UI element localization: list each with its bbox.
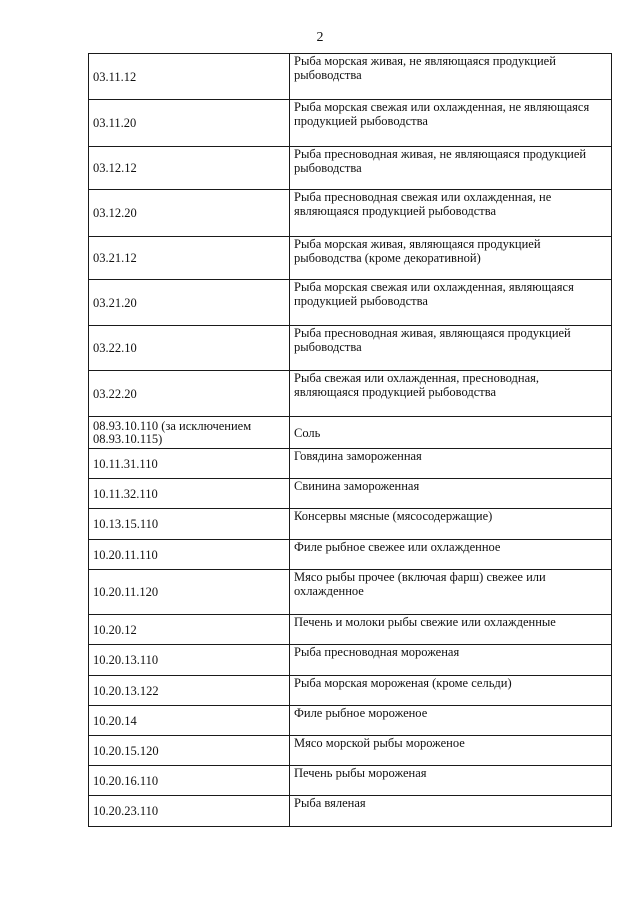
description-cell: Мясо морской рыбы мороженое [290,736,612,766]
code-cell: 03.22.20 [89,371,290,417]
code-cell: 03.11.12 [89,54,290,100]
table-row [89,540,612,570]
code-cell: 10.20.11.120 [89,570,290,615]
table-row [89,54,612,100]
table-row [89,766,612,796]
code-cell: 03.11.20 [89,100,290,147]
code-cell: 10.20.15.120 [89,736,290,766]
code-cell: 08.93.10.110 (за исключением 08.93.10.115) [89,417,290,449]
table-row [89,147,612,190]
table-row [89,449,612,479]
description-cell: Рыба пресноводная живая, не являющаяся продукцией рыбоводства [290,147,612,190]
code-cell: 03.12.20 [89,190,290,237]
code-cell: 10.20.23.110 [89,796,290,827]
code-cell: 10.11.32.110 [89,479,290,509]
description-cell: Рыба морская свежая или охлажденная, не являющаяся продукцией рыбоводства [290,100,612,147]
table-row [89,326,612,371]
table-row [89,676,612,706]
code-cell: 10.20.13.122 [89,676,290,706]
code-cell: 10.20.12 [89,615,290,645]
description-cell: Мясо рыбы прочее (включая фарш) свежее или охлажденное [290,570,612,615]
description-cell: Печень и молоки рыбы свежие или охлажденные [290,615,612,645]
description-cell: Консервы мясные (мясосодержащие) [290,509,612,540]
description-cell: Говядина замороженная [290,449,612,479]
code-cell: 03.21.20 [89,280,290,326]
table-row [89,237,612,280]
description-cell: Рыба пресноводная живая, являющаяся продукцией рыбоводства [290,326,612,371]
code-cell: 10.11.31.110 [89,449,290,479]
table-row [89,736,612,766]
table-row [89,280,612,326]
code-cell: 10.13.15.110 [89,509,290,540]
description-cell: Соль [290,417,612,449]
code-cell: 10.20.13.110 [89,645,290,676]
table-row [89,706,612,736]
code-cell: 10.20.11.110 [89,540,290,570]
table-row [89,615,612,645]
code-cell: 10.20.16.110 [89,766,290,796]
description-cell: Филе рыбное мороженое [290,706,612,736]
description-cell: Печень рыбы мороженая [290,766,612,796]
code-cell: 03.21.12 [89,237,290,280]
description-cell: Рыба морская свежая или охлажденная, являющаяся продукцией рыбоводства [290,280,612,326]
description-cell: Рыба морская живая, не являющаяся продукцией рыбоводства [290,54,612,100]
page-number: 2 [316,30,324,45]
description-cell: Свинина замороженная [290,479,612,509]
table-row [89,417,612,449]
code-cell: 03.12.12 [89,147,290,190]
description-cell: Рыба вяленая [290,796,612,827]
product-codes-table [88,53,612,827]
description-cell: Рыба свежая или охлажденная, пресноводная, являющаяся продукцией рыбоводства [290,371,612,417]
code-cell: 03.22.10 [89,326,290,371]
table-row [89,479,612,509]
table-row [89,371,612,417]
table-row [89,645,612,676]
table-row [89,100,612,147]
description-cell: Филе рыбное свежее или охлажденное [290,540,612,570]
table-row [89,509,612,540]
table-row [89,796,612,827]
table-row [89,570,612,615]
table-row [89,190,612,237]
description-cell: Рыба пресноводная мороженая [290,645,612,676]
description-cell: Рыба морская живая, являющаяся продукцией рыбоводства (кроме декоративной) [290,237,612,280]
description-cell: Рыба пресноводная свежая или охлажденная, не являющаяся продукцией рыбоводства [290,190,612,237]
description-cell: Рыба морская мороженая (кроме сельди) [290,676,612,706]
code-cell: 10.20.14 [89,706,290,736]
